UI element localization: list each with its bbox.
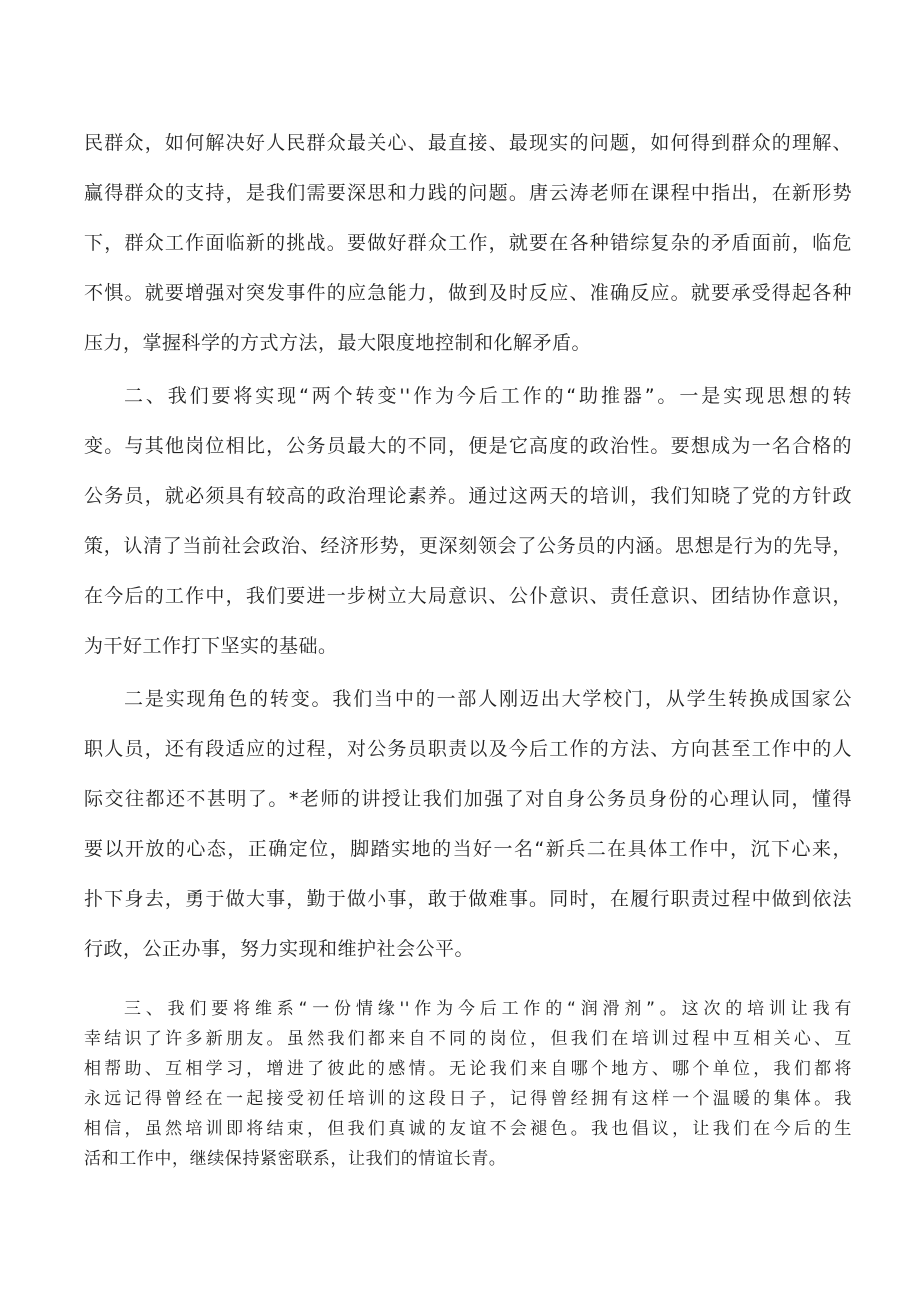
text-line: 际交往都还不甚明了。*老师的讲授让我们加强了对自身公务员身份的心理认同，懂得 bbox=[84, 788, 852, 810]
text-line: 职人员，还有段适应的过程，对公务员职责以及今后工作的方法、方向甚至工作中的人 bbox=[84, 738, 852, 760]
text-line: 下，群众工作面临新的挑战。要做好群众工作，就要在各种错综复杂的矛盾面前，临危 bbox=[84, 232, 852, 254]
text-line: 要以开放的心态，正确定位，脚踏实地的当好一名“新兵二在具体工作中，沉下心来， bbox=[84, 838, 852, 860]
text-line: 二、我们要将实现“两个转变''作为今后工作的“助推器”。一是实现思想的转 bbox=[124, 385, 852, 407]
text-line: 扑下身去，勇于做大事，勤于做小事，敢于做难事。同时，在履行职责过程中做到依法 bbox=[84, 888, 852, 910]
text-line: 相信，虽然培训即将结束，但我们真诚的友谊不会褪色。我也倡议，让我们在今后的生 bbox=[84, 1119, 852, 1139]
text-line: 公务员，就必须具有较高的政治理论素养。通过这两天的培训，我们知晓了党的方针政 bbox=[84, 485, 852, 507]
text-line: 赢得群众的支持，是我们需要深思和力践的问题。唐云涛老师在课程中指出，在新形势 bbox=[84, 182, 852, 204]
text-line: 相帮助、互相学习，增进了彼此的感情。无论我们来自哪个地方、哪个单位，我们都将 bbox=[84, 1059, 852, 1079]
text-line: 变。与其他岗位相比，公务员最大的不同，便是它高度的政治性。要想成为一名合格的 bbox=[84, 435, 852, 457]
text-line: 不惧。就要增强对突发事件的应急能力，做到及时反应、准确反应。就要承受得起各种 bbox=[84, 282, 852, 304]
text-line: 活和工作中，继续保持紧密联系，让我们的情谊长青。 bbox=[84, 1149, 507, 1169]
text-line: 为干好工作打下坚实的基础。 bbox=[84, 635, 338, 657]
text-line: 三、我们要将维系“一份情缘''作为今后工作的“润滑剂”。这次的培训让我有 bbox=[124, 999, 852, 1019]
text-line: 幸结识了许多新朋友。虽然我们都来自不同的岗位，但我们在培训过程中互相关心、互 bbox=[84, 1029, 852, 1049]
text-line: 压力，掌握科学的方式方法，最大限度地控制和化解矛盾。 bbox=[84, 332, 592, 354]
text-line: 永远记得曾经在一起接受初任培训的这段日子，记得曾经拥有这样一个温暖的集体。我 bbox=[84, 1089, 852, 1109]
text-line: 行政，公正办事，努力实现和维护社会公平。 bbox=[84, 938, 475, 960]
text-line: 民群众，如何解决好人民群众最关心、最直接、最现实的问题，如何得到群众的理解、 bbox=[84, 132, 852, 154]
text-line: 在今后的工作中，我们要进一步树立大局意识、公仆意识、责任意识、团结协作意识， bbox=[84, 585, 852, 607]
text-line: 策，认清了当前社会政治、经济形势，更深刻领会了公务员的内涵。思想是行为的先导， bbox=[84, 535, 852, 557]
text-line: 二是实现角色的转变。我们当中的一部人刚迈出大学校门，从学生转换成国家公 bbox=[124, 688, 852, 710]
